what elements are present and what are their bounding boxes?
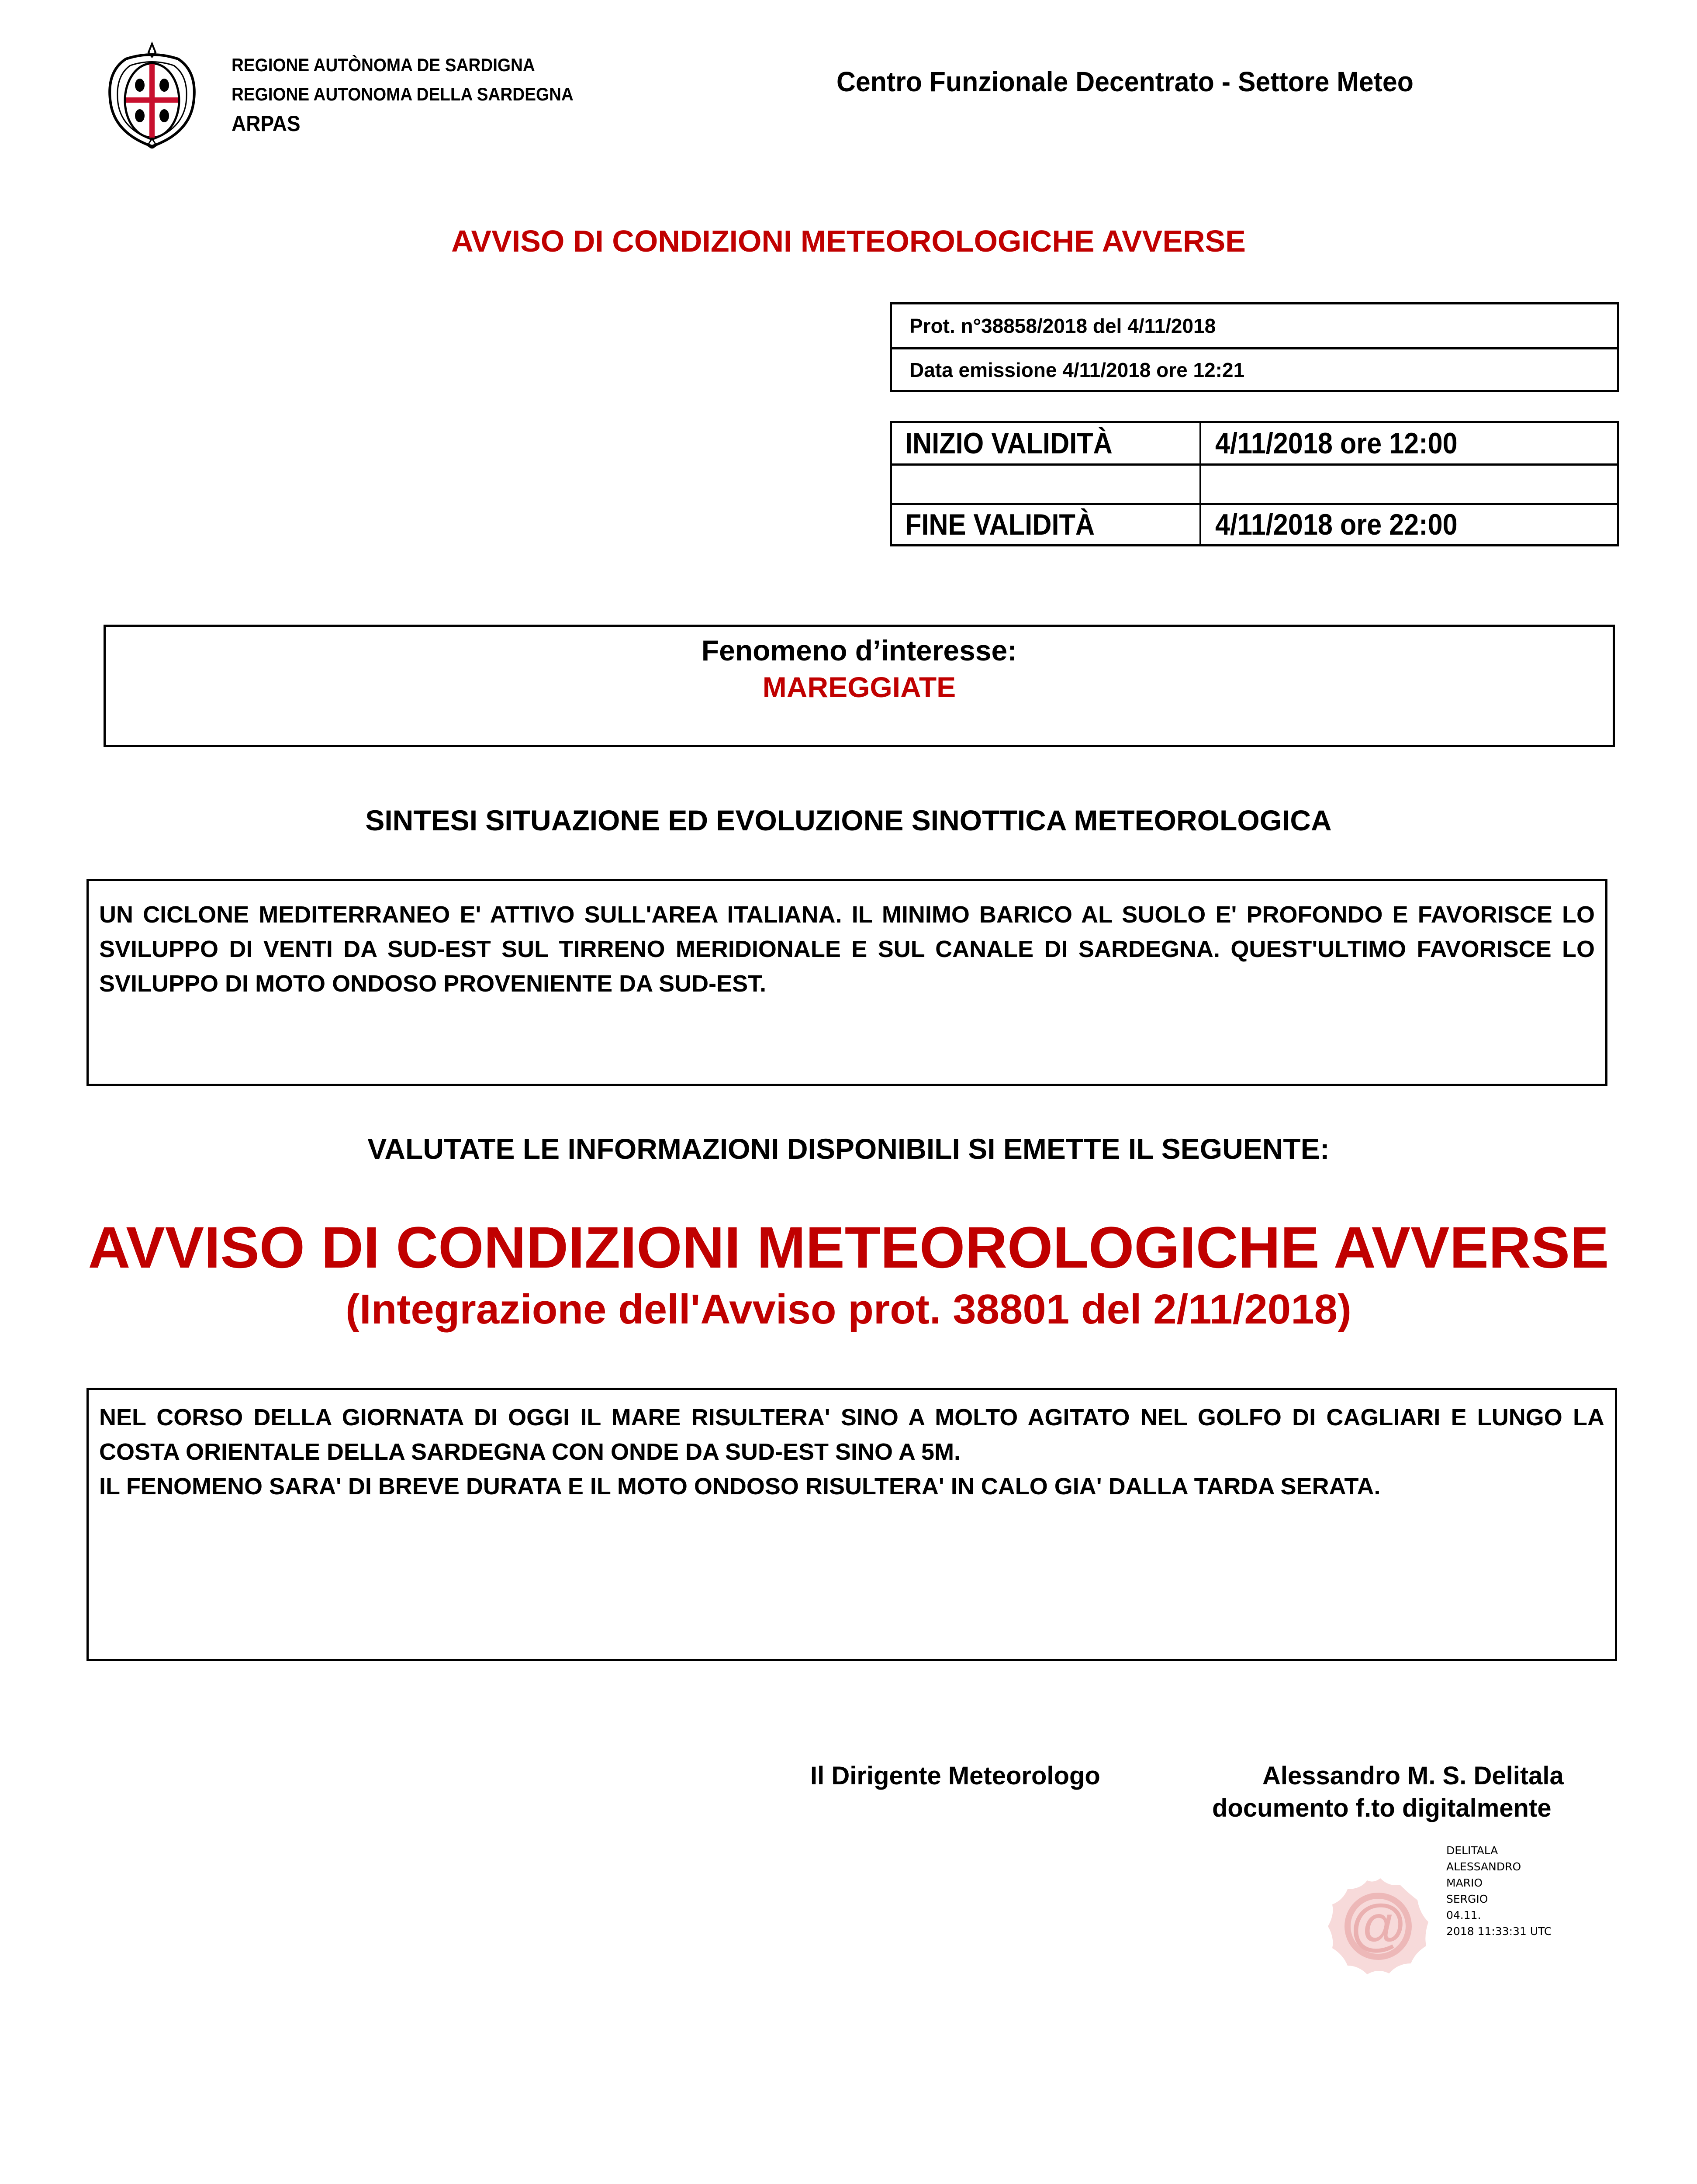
- svg-text:@: @: [1350, 1892, 1406, 1956]
- signature-note: documento f.to digitalmente: [1212, 1794, 1552, 1822]
- synopsis-text: UN CICLONE MEDITERRANEO E' ATTIVO SULL'AREA ITALIANA. IL MINIMO BARICO AL SUOLO E' PROFONDO E FAVORISCE LO SVILUPPO DI VENTI DA SUD-EST SUL TIRRENO MERIDIONALE E SUL CANALE DI SARDEGNA. QUEST'ULTIMO FAVORISCE LO SVILUPPO DI MOTO ONDOSO PROVENIENTE DA SUD-EST.: [99, 902, 1595, 997]
- coat-of-arms-logo: [100, 41, 204, 149]
- protocol-box: [890, 302, 1619, 392]
- header-region-sardinian: REGIONE AUTÒNOMA DE SARDIGNA: [232, 55, 535, 75]
- protocol-number: Prot. n°38858/2018 del 4/11/2018: [892, 304, 1617, 349]
- synopsis-heading: SINTESI SITUAZIONE ED EVOLUZIONE SINOTTICA METEOROLOGICA: [365, 804, 1332, 836]
- notice-subtitle: (Integrazione dell'Avviso prot. 38801 del 2/11/2018): [346, 1286, 1351, 1333]
- header-region-italian: REGIONE AUTONOMA DELLA SARDEGNA: [232, 84, 574, 104]
- seal-line: SERGIO: [1446, 1893, 1488, 1905]
- seal-line: MARIO: [1446, 1876, 1483, 1889]
- validity-end-label: FINE VALIDITÀ: [905, 508, 1095, 541]
- notice-box: [86, 1388, 1617, 1661]
- seal-line: ALESSANDRO: [1446, 1860, 1521, 1873]
- validity-column-divider: [1199, 423, 1201, 544]
- notice-text-2: IL FENOMENO SARA' DI BREVE DURATA E IL MOTO ONDOSO RISULTERA' IN CALO GIA' DALLA TARDA SERATA.: [99, 1473, 1381, 1500]
- seal-text: [1446, 1842, 1552, 1939]
- seal-line: 04.11.: [1446, 1909, 1481, 1921]
- coat-of-arms-icon: [100, 41, 204, 149]
- signature-name: Alessandro M. S. Delitala: [1262, 1762, 1564, 1790]
- document-title: AVVISO DI CONDIZIONI METEOROLOGICHE AVVERSE: [451, 224, 1246, 258]
- wax-seal-at-icon: [1324, 1874, 1433, 1979]
- emission-date: Data emissione 4/11/2018 ore 12:21: [909, 358, 1245, 381]
- synopsis-box: [86, 879, 1607, 1086]
- header-arpas: ARPAS: [232, 111, 301, 136]
- header-department: Centro Funzionale Decentrato - Settore Meteo: [836, 66, 1414, 97]
- validity-box: [890, 421, 1619, 546]
- validity-end-value: 4/11/2018 ore 22:00: [1215, 508, 1458, 541]
- phenomenon-label: Fenomeno d’interesse:: [701, 634, 1017, 667]
- seal-line: DELITALA: [1446, 1844, 1498, 1857]
- validity-row-divider: [892, 463, 1617, 466]
- seal-line: 2018 11:33:31 UTC: [1446, 1925, 1552, 1938]
- phenomenon-box: [104, 625, 1615, 747]
- validity-start-label: INIZIO VALIDITÀ: [905, 427, 1113, 460]
- validity-start-value: 4/11/2018 ore 12:00: [1215, 427, 1458, 460]
- phenomenon-value: MAREGGIATE: [762, 671, 956, 703]
- notice-text-1: NEL CORSO DELLA GIORNATA DI OGGI IL MARE RISULTERA' SINO A MOLTO AGITATO NEL GOLFO DI CAGLIARI E LUNGO LA COSTA ORIENTALE DELLA SARDEGNA CON ONDE DA SUD-EST SINO A 5M.: [99, 1404, 1604, 1465]
- signature-role: Il Dirigente Meteorologo: [810, 1762, 1100, 1790]
- evaluation-heading: VALUTATE LE INFORMAZIONI DISPONIBILI SI EMETTE IL SEGUENTE:: [367, 1133, 1330, 1165]
- notice-title: AVVISO DI CONDIZIONI METEOROLOGICHE AVVERSE: [88, 1215, 1609, 1280]
